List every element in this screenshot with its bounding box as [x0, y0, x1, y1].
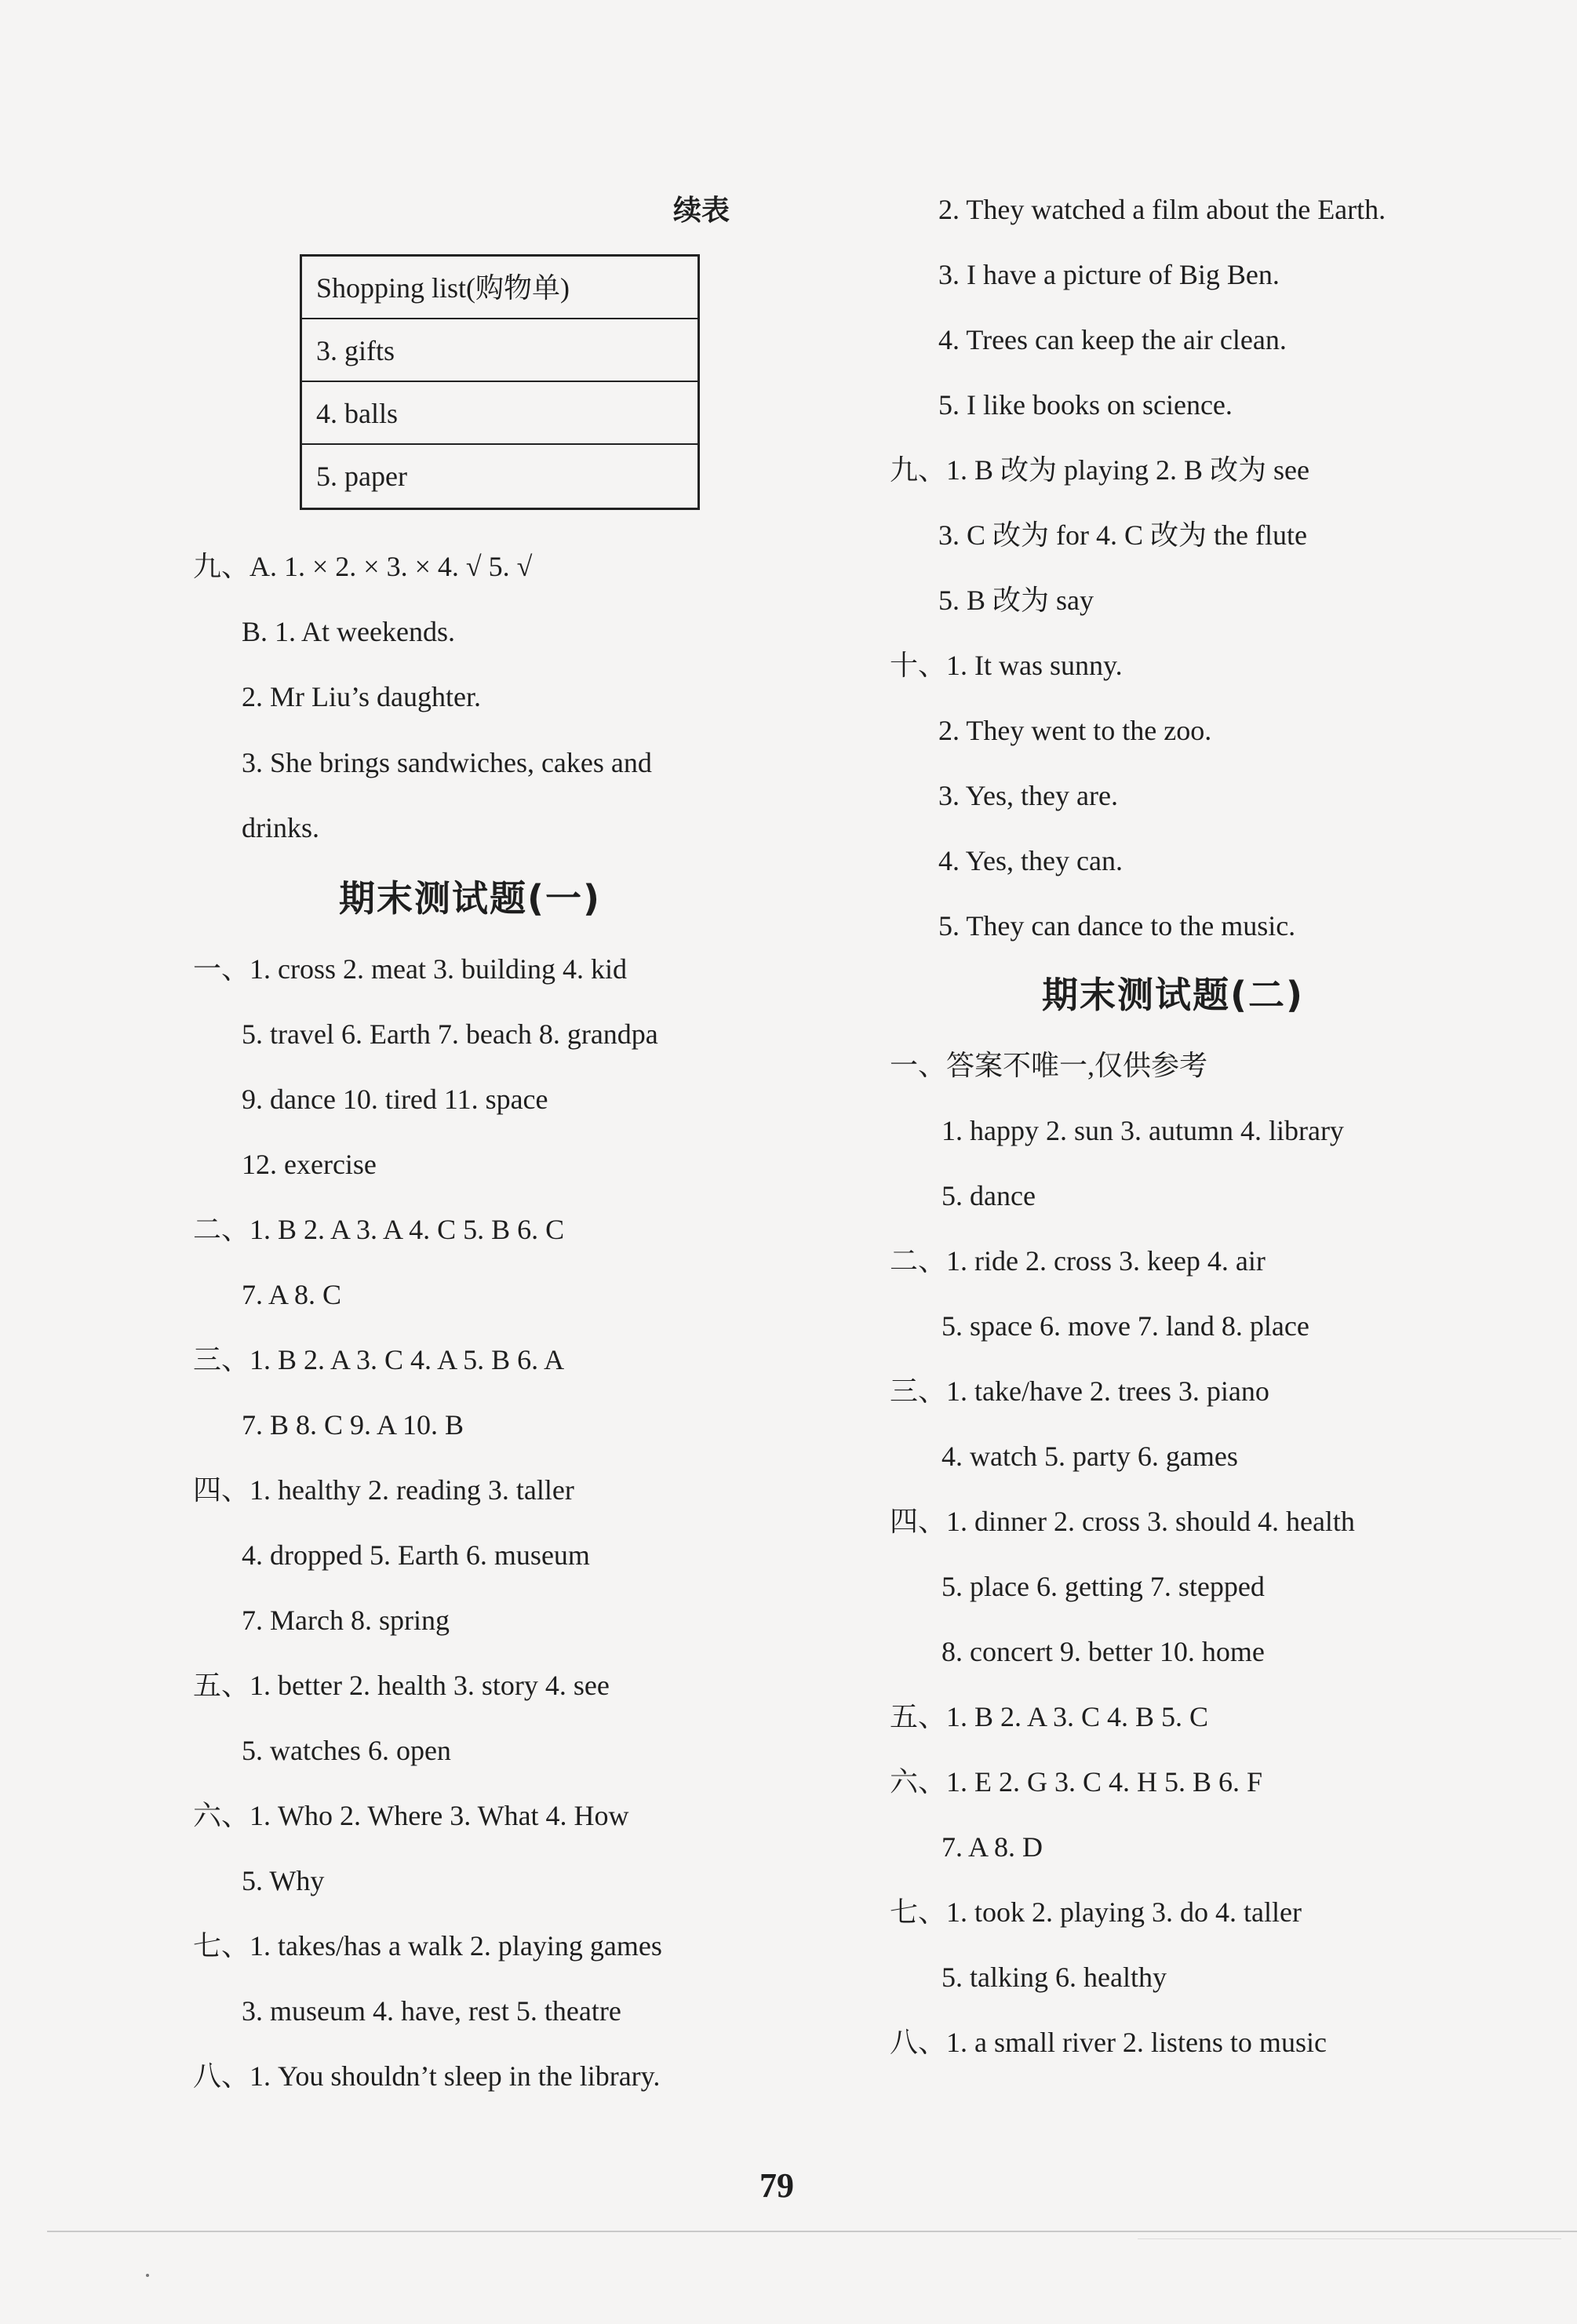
answer-line: 九、A. 1. × 2. × 3. × 4. √ 5. √ [193, 551, 533, 582]
answer-line: 一、1. cross 2. meat 3. building 4. kid [193, 953, 627, 985]
answer-line: 二、1. ride 2. cross 3. keep 4. air [890, 1245, 1266, 1277]
heading-final-test-1: 期末测试题(一) [339, 877, 602, 920]
page-number: 79 [759, 2166, 794, 2205]
answer-line: drinks. [242, 812, 319, 843]
answer-line: 5. travel 6. Earth 7. beach 8. grandpa [242, 1018, 658, 1050]
answer-line: 5. They can dance to the music. [938, 910, 1296, 942]
answer-line: 7. A 8. C [242, 1279, 342, 1310]
answer-line: 3. museum 4. have, rest 5. theatre [242, 1995, 621, 2027]
answer-line: 2. Mr Liu’s daughter. [242, 681, 481, 712]
answer-line: 2. They watched a film about the Earth. [938, 194, 1386, 225]
answer-line: 12. exercise [242, 1149, 377, 1180]
answer-line: 4. watch 5. party 6. games [941, 1441, 1238, 1472]
answer-line: 3. C 改为 for 4. C 改为 the flute [938, 519, 1307, 551]
heading-final-test-2: 期末测试题(二) [1042, 974, 1305, 1016]
answer-line: 二、1. B 2. A 3. A 4. C 5. B 6. C [193, 1214, 565, 1245]
answer-line: 四、1. dinner 2. cross 3. should 4. health [890, 1506, 1355, 1537]
answer-line: 五、1. better 2. health 3. story 4. see [193, 1670, 610, 1701]
answer-line: 三、1. B 2. A 3. C 4. A 5. B 6. A [193, 1344, 565, 1375]
answer-line: 3. Yes, they are. [938, 780, 1118, 811]
answer-line: 十、1. It was sunny. [890, 650, 1123, 681]
answer-line: B. 1. At weekends. [242, 616, 455, 647]
answer-line: 2. They went to the zoo. [938, 715, 1212, 746]
answer-line: 5. I like books on science. [938, 389, 1233, 421]
answer-line: 三、1. take/have 2. trees 3. piano [890, 1375, 1269, 1407]
footer-divider [47, 2231, 1577, 2232]
answer-line: 八、1. a small river 2. listens to music [890, 2027, 1327, 2058]
answer-line: 四、1. healthy 2. reading 3. taller [193, 1474, 574, 1506]
answer-line: 7. B 8. C 9. A 10. B [242, 1409, 464, 1441]
answer-line: 3. I have a picture of Big Ben. [938, 259, 1280, 290]
answer-line: 5. watches 6. open [242, 1735, 451, 1766]
table-row: 4. balls [302, 382, 697, 445]
answer-line: 5. talking 6. healthy [941, 1962, 1167, 1993]
answer-line: 9. dance 10. tired 11. space [242, 1084, 548, 1115]
answer-line: 一、答案不唯一,仅供参考 [890, 1050, 1208, 1081]
table-row: 5. paper [316, 461, 407, 492]
footer-divider-secondary [1138, 2238, 1561, 2239]
answer-line: 七、1. took 2. playing 3. do 4. taller [890, 1896, 1302, 1928]
answer-line: 九、1. B 改为 playing 2. B 改为 see [890, 454, 1309, 486]
answer-line: 1. happy 2. sun 3. autumn 4. library [941, 1115, 1344, 1146]
answer-line: 5. space 6. move 7. land 8. place [941, 1310, 1309, 1342]
table-header: Shopping list(购物单) [302, 257, 697, 319]
scan-speck [146, 2274, 149, 2277]
answer-line: 5. place 6. getting 7. stepped [941, 1571, 1265, 1602]
answer-line: 六、1. Who 2. Where 3. What 4. How [193, 1800, 629, 1831]
answer-line: 六、1. E 2. G 3. C 4. H 5. B 6. F [890, 1766, 1263, 1798]
continuation-label: 续表 [673, 195, 730, 227]
shopping-list-table [300, 254, 700, 510]
answer-line: 8. concert 9. better 10. home [941, 1636, 1265, 1667]
answer-line: 4. Yes, they can. [938, 845, 1123, 876]
answer-line: 八、1. You shouldn’t sleep in the library. [193, 2060, 661, 2092]
answer-line: 5. Why [242, 1865, 325, 1896]
answer-line: 五、1. B 2. A 3. C 4. B 5. C [890, 1701, 1209, 1732]
answer-line: 5. B 改为 say [938, 585, 1094, 616]
answer-line: 3. She brings sandwiches, cakes and [242, 747, 652, 778]
answer-line: 4. dropped 5. Earth 6. museum [242, 1539, 590, 1571]
answer-line: 7. March 8. spring [242, 1605, 450, 1636]
table-row: 3. gifts [302, 319, 697, 382]
answer-line: 7. A 8. D [941, 1831, 1043, 1863]
answer-line: 5. dance [941, 1180, 1036, 1211]
answer-line: 七、1. takes/has a walk 2. playing games [193, 1930, 662, 1962]
answer-line: 4. Trees can keep the air clean. [938, 324, 1287, 355]
